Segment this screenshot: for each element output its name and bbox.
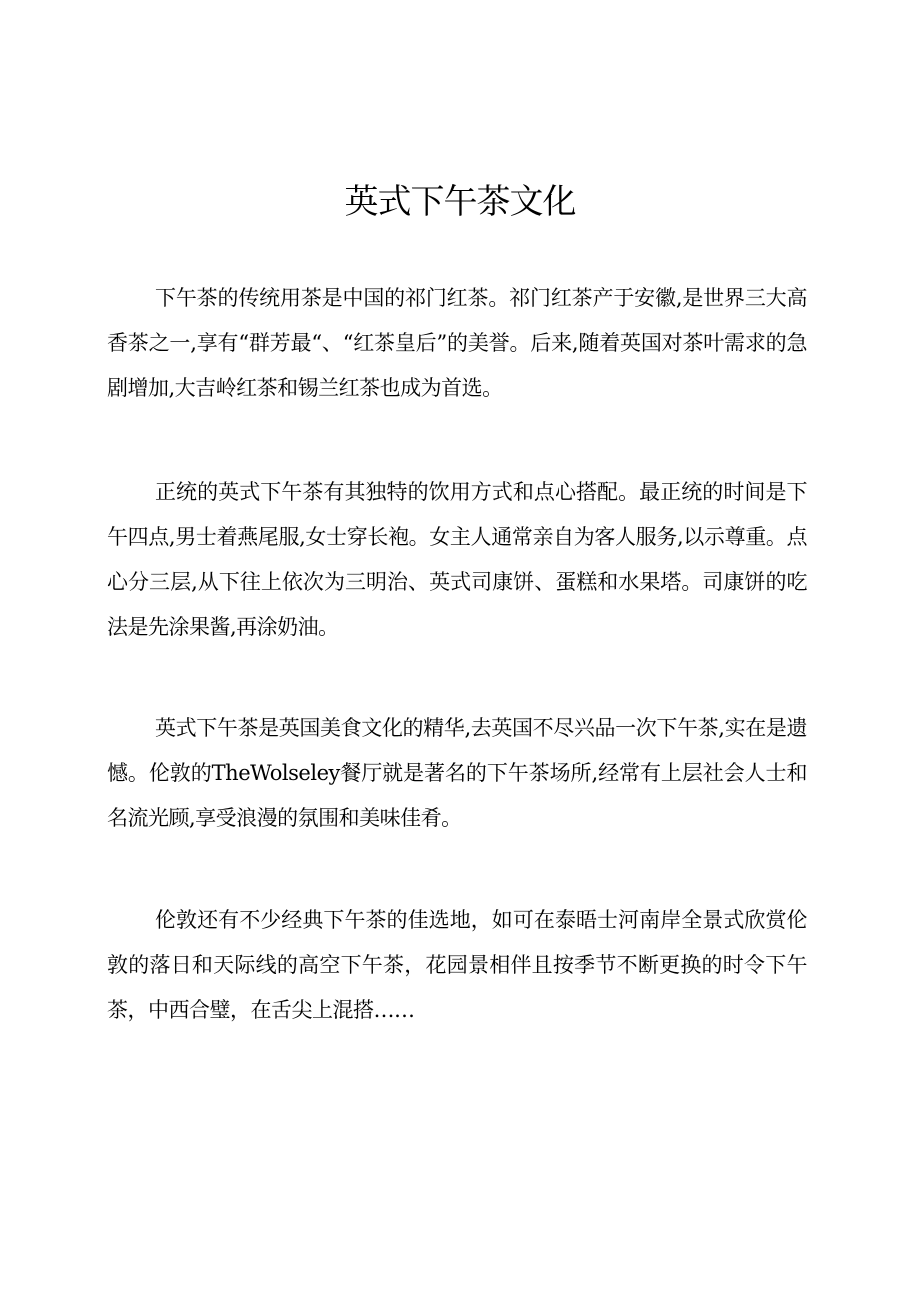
paragraph-tea-origin: 下午茶的传统用茶是中国的祁门红茶。祁门红茶产于安徽,是世界三大高香茶之一,享有“群芳最“、“红茶皇后”的美誉。后来,随着英国对茶叶需求的急剧增加,大吉岭红茶和锡兰红茶也成为首选。 (107, 286, 807, 400)
paragraph-tea-venues: 伦敦还有不少经典下午茶的佳选地，如可在泰晤士河南岸全景式欣赏伦敦的落日和天际线的高空下午茶，花园景相伴且按季节不断更换的时令下午茶，中西合璧，在舌尖上混搭…… (107, 908, 807, 1022)
paragraph-tea-culture: 英式下午茶是英国美食文化的精华,去英国不尽兴品一次下午茶,实在是遗憾。伦敦的TheWolseley餐厅就是著名的下午茶场所,经常有上层社会人士和名流光顾,享受浪漫的氛围和美味佳肴。 (107, 716, 807, 830)
paragraph-tea-customs: 正统的英式下午茶有其独特的饮用方式和点心搭配。最正统的时间是下午四点,男士着燕尾服,女士穿长袍。女主人通常亲自为客人服务,以示尊重。点心分三层,从下往上依次为三明治、英式司康饼、蛋糕和水果塔。司康饼的吃法是先涂果酱,再涂奶油。 (107, 480, 807, 639)
document-title: 英式下午茶文化 (344, 182, 576, 222)
